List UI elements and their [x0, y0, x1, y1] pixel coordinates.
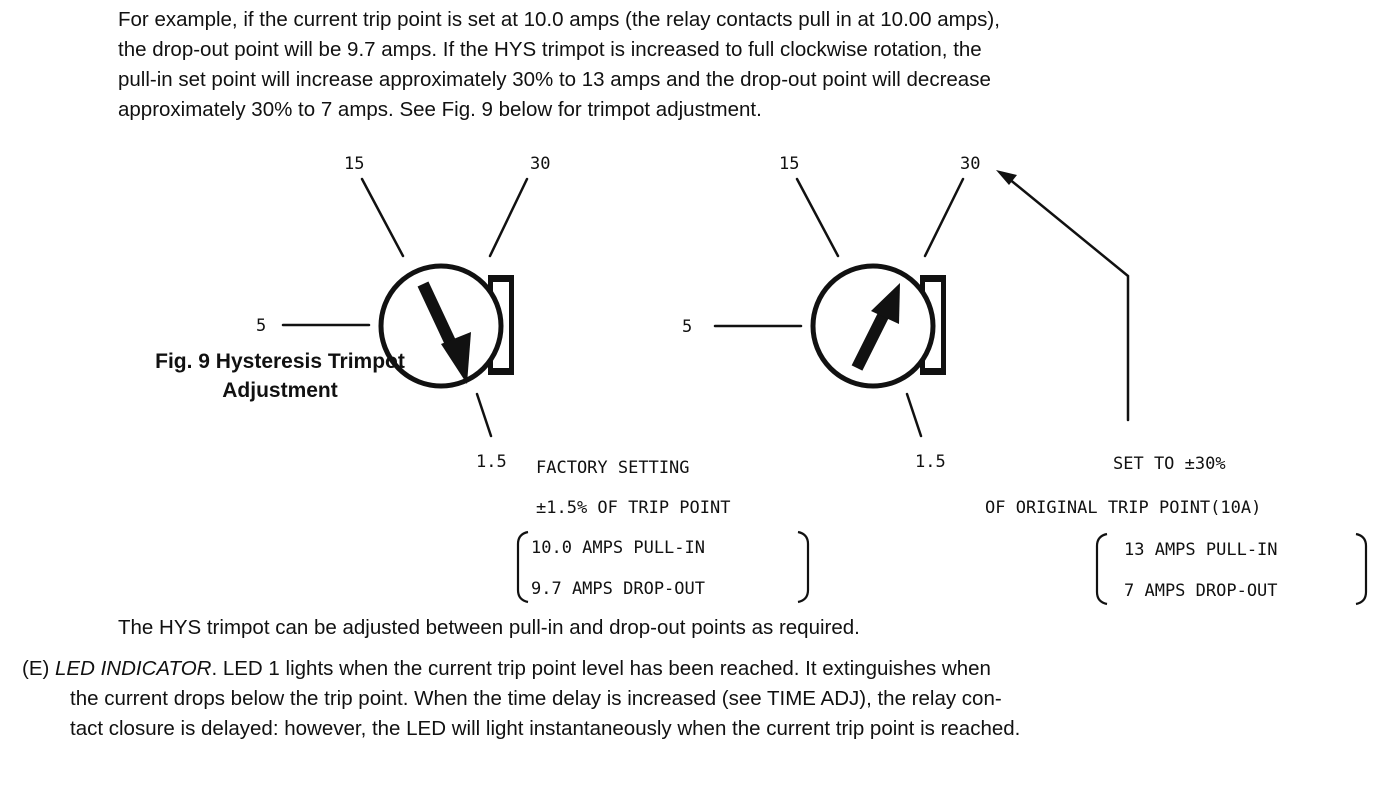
left-pull-in: 10.0 AMPS PULL-IN	[531, 538, 705, 558]
led-indicator-paragraph	[22, 654, 1367, 744]
section-marker: (E)	[22, 657, 50, 680]
left-label-15: 15	[344, 154, 365, 174]
left-tick-30	[490, 179, 527, 256]
left-label-30: 30	[530, 154, 551, 174]
caption-line: Fig. 9 Hysteresis Trimpot	[155, 350, 405, 373]
hys-note: The HYS trimpot can be adjusted between pull-in and drop-out points as required.	[118, 616, 860, 639]
caption-line: Adjustment	[222, 379, 338, 402]
right-label-1-5: 1.5	[915, 452, 946, 472]
intro-line: the drop-out point will be 9.7 amps. If the HYS trimpot is increased to full clockwise rotation, the	[118, 38, 982, 61]
figure-caption	[105, 347, 455, 405]
right-label-30: 30	[960, 154, 981, 174]
right-tick-30	[925, 179, 963, 256]
led-line	[22, 654, 1367, 684]
right-setting-sub: OF ORIGINAL TRIP POINT(10A)	[985, 498, 1262, 518]
left-tick-15	[362, 179, 403, 256]
intro-line: For example, if the current trip point is set at 10.0 amps (the relay contacts pull in at 10.00 amps),	[118, 8, 1000, 31]
led-line: the current drops below the trip point. When the time delay is increased (see TIME ADJ), the relay con-	[70, 687, 1002, 710]
right-tick-1-5	[907, 394, 921, 436]
left-label-1-5: 1.5	[476, 452, 507, 472]
right-drop-out: 7 AMPS DROP-OUT	[1124, 581, 1278, 601]
left-setting-sub: ±1.5% OF TRIP POINT	[536, 498, 731, 518]
pointer-line	[1008, 178, 1128, 420]
intro-line: approximately 30% to 7 amps. See Fig. 9 below for trimpot adjustment.	[118, 98, 762, 121]
led-heading: LED INDICATOR	[55, 657, 212, 680]
intro-paragraph	[118, 5, 1363, 125]
left-setting-title: FACTORY SETTING	[536, 458, 690, 478]
left-label-5: 5	[256, 316, 267, 336]
right-tick-15	[797, 179, 838, 256]
led-line-1-text: . LED 1 lights when the current trip point level has been reached. It extinguishes when	[211, 657, 991, 680]
right-setting-title: SET TO ±30%	[1113, 454, 1226, 474]
led-line: tact closure is delayed: however, the LED will light instantaneously when the current trip point is reached.	[70, 717, 1021, 740]
right-pull-in: 13 AMPS PULL-IN	[1124, 540, 1278, 560]
left-tick-1-5	[477, 394, 491, 436]
right-label-15: 15	[779, 154, 800, 174]
right-trimpot	[715, 170, 1128, 436]
left-drop-out: 9.7 AMPS DROP-OUT	[531, 579, 705, 599]
intro-line: pull-in set point will increase approximately 30% to 13 amps and the drop-out point will decrease	[118, 68, 991, 91]
right-label-5: 5	[682, 317, 693, 337]
